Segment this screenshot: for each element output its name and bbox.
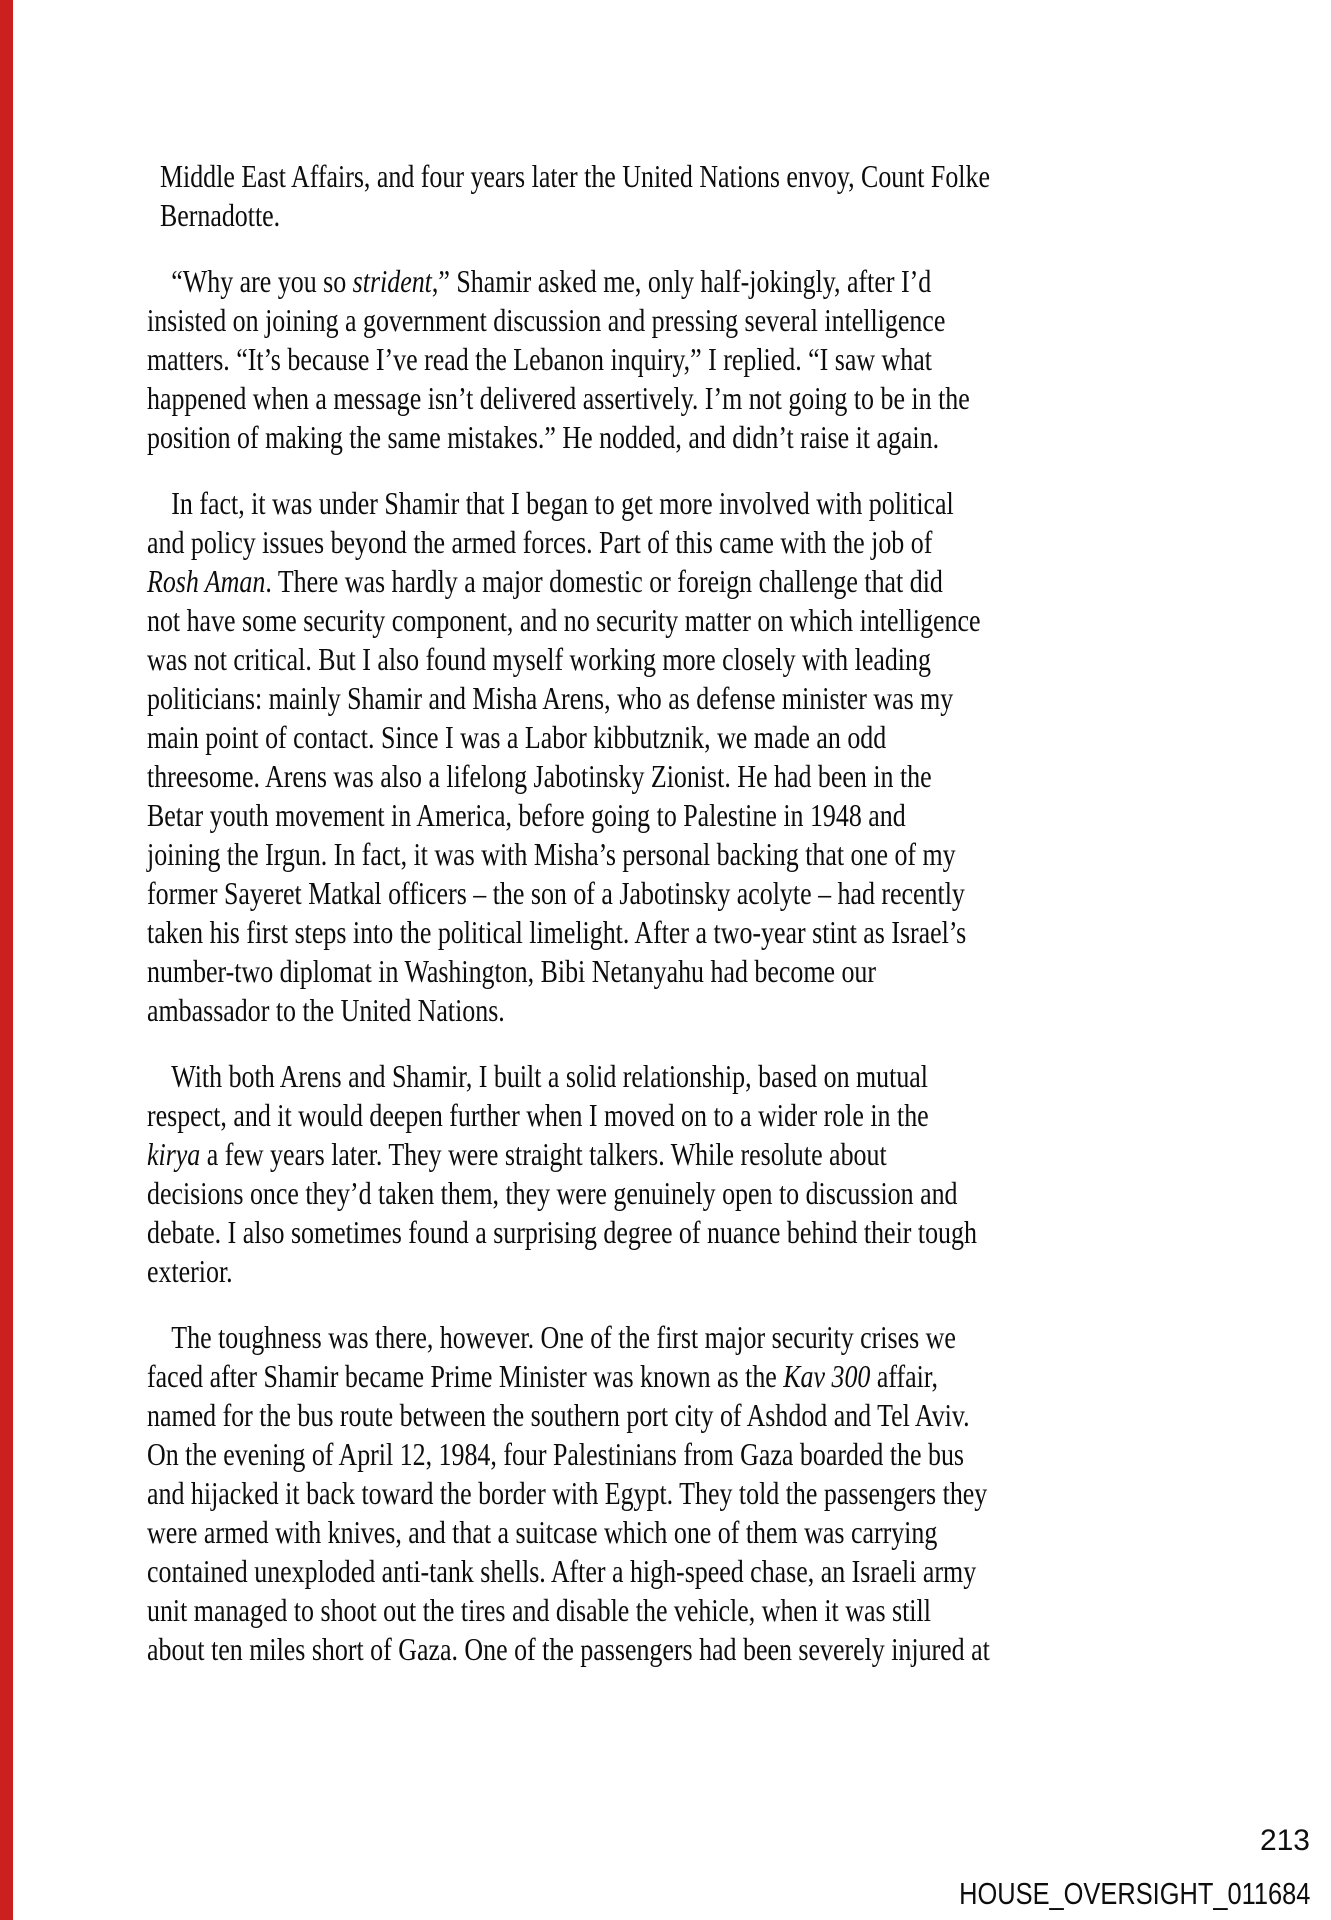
text-line: Bernadotte. — [159, 197, 281, 233]
text-line: exterior. — [147, 1253, 233, 1289]
text-line: threesome. Arens was also a lifelong Jabotinsky Zionist. He had been in the — [147, 758, 932, 794]
text-line: position of making the same mistakes.” He nodded, and didn’t raise it again. — [147, 419, 940, 455]
text-line: With both Arens and Shamir, I built a solid relationship, based on mutual — [171, 1058, 928, 1094]
text-line: and hijacked it back toward the border with Egypt. They told the passengers they — [147, 1475, 988, 1511]
page-number: 213 — [1259, 1824, 1310, 1857]
paragraph — [147, 484, 1281, 1030]
text-line: and policy issues beyond the armed forces. Part of this came with the job of — [147, 524, 933, 560]
body-text — [147, 157, 1281, 1669]
text-line: insisted on joining a government discussion and pressing several intelligence — [147, 302, 946, 338]
text-line: taken his first steps into the political limelight. After a two-year stint as Israel’s — [147, 914, 967, 950]
text-line: In fact, it was under Shamir that I began to get more involved with political — [171, 485, 954, 521]
paragraph — [147, 157, 1281, 235]
text-line: faced after Shamir became Prime Minister was known as the Kav 300 affair, — [147, 1358, 938, 1394]
text-line: not have some security component, and no security matter on which intelligence — [147, 602, 981, 638]
text-line: about ten miles short of Gaza. One of the passengers had been severely injured at — [147, 1631, 990, 1667]
text-line: contained unexploded anti-tank shells. After a high-speed chase, an Israeli army — [147, 1553, 977, 1589]
text-line: number-two diplomat in Washington, Bibi Netanyahu had become our — [147, 953, 877, 989]
text-line: The toughness was there, however. One of the first major security crises we — [171, 1319, 956, 1355]
text-line: politicians: mainly Shamir and Misha Arens, who as defense minister was my — [147, 680, 954, 716]
text-line: Betar youth movement in America, before going to Palestine in 1948 and — [147, 797, 906, 833]
text-line: matters. “It’s because I’ve read the Lebanon inquiry,” I replied. “I saw what — [147, 341, 932, 377]
text-line: decisions once they’d taken them, they were genuinely open to discussion and — [147, 1175, 958, 1211]
text-line: On the evening of April 12, 1984, four Palestinians from Gaza boarded the bus — [147, 1436, 965, 1472]
paragraph — [147, 262, 1281, 457]
text-line: were armed with knives, and that a suitcase which one of them was carrying — [147, 1514, 938, 1550]
text-line: unit managed to shoot out the tires and disable the vehicle, when it was still — [147, 1592, 931, 1628]
text-line: ambassador to the United Nations. — [147, 992, 505, 1028]
paragraph — [147, 1057, 1281, 1291]
text-line: “Why are you so strident,” Shamir asked me, only half-jokingly, after I’d — [171, 263, 932, 299]
text-line: debate. I also sometimes found a surprising degree of nuance behind their tough — [147, 1214, 977, 1250]
text-line: joining the Irgun. In fact, it was with Misha’s personal backing that one of my — [147, 836, 956, 872]
text-line: former Sayeret Matkal officers – the son of a Jabotinsky acolyte – had recently — [147, 875, 965, 911]
text-line: Middle East Affairs, and four years later the United Nations envoy, Count Folke — [159, 158, 990, 194]
text-line: main point of contact. Since I was a Labor kibbutznik, we made an odd — [147, 719, 887, 755]
text-line: kirya a few years later. They were straight talkers. While resolute about — [147, 1136, 887, 1172]
text-line: Rosh Aman. There was hardly a major domestic or foreign challenge that did — [147, 563, 943, 599]
text-line: named for the bus route between the southern port city of Ashdod and Tel Aviv. — [147, 1397, 970, 1433]
text-line: respect, and it would deepen further when I moved on to a wider role in the — [147, 1097, 929, 1133]
text-line: was not critical. But I also found myself working more closely with leading — [147, 641, 931, 677]
scan-edge-line — [0, 0, 13, 1920]
text-line: happened when a message isn’t delivered assertively. I’m not going to be in the — [147, 380, 970, 416]
bates-stamp: HOUSE_OVERSIGHT_011684 — [958, 1876, 1310, 1911]
paragraph — [147, 1318, 1281, 1669]
